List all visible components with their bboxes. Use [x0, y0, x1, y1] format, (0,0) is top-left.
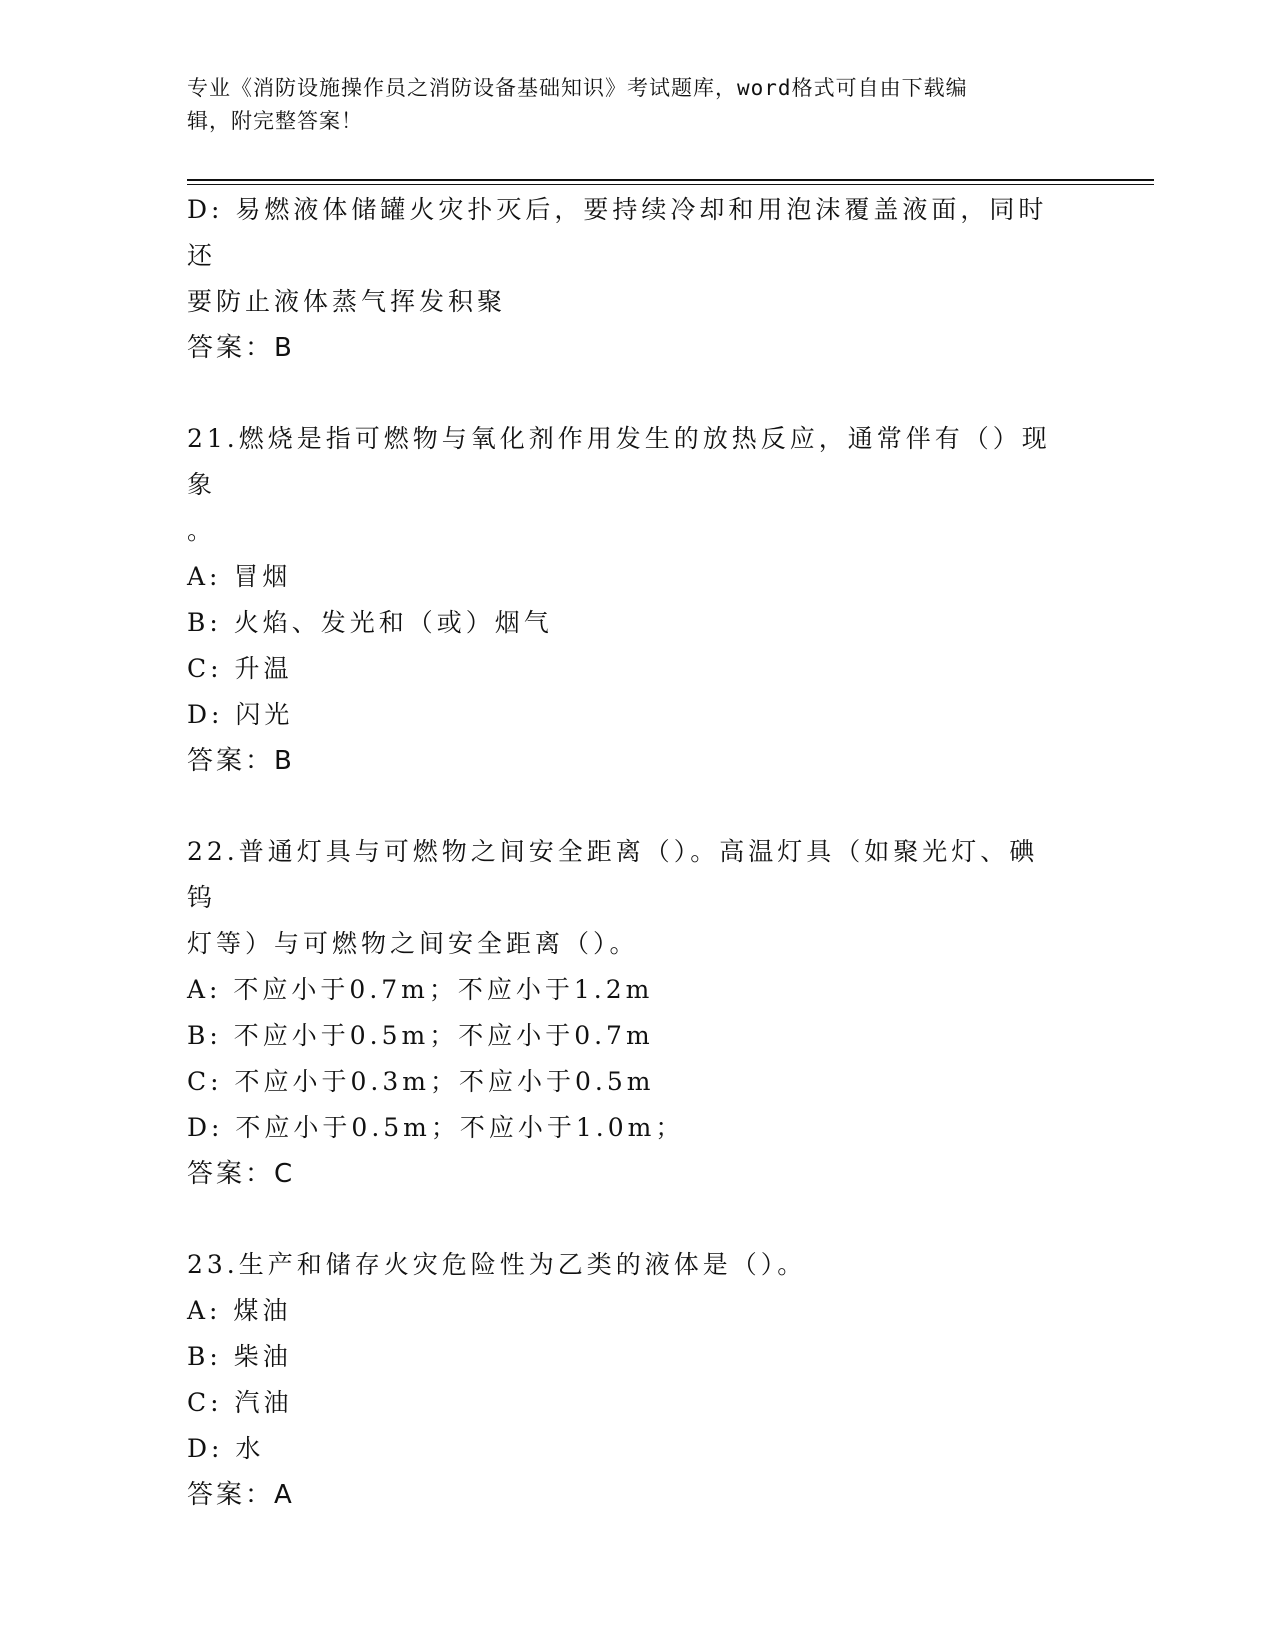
question-list: [187, 187, 1067, 1518]
option-d: D: 闪光: [187, 700, 294, 729]
header-line-2: 辑，附完整答案！: [187, 109, 363, 133]
answer-line: 答案：B: [187, 333, 295, 363]
option-c: C: 不应小于0.3m；不应小于0.5m: [187, 1067, 655, 1096]
spacer: [187, 784, 1067, 829]
option-d: D: 水: [187, 1434, 265, 1463]
spacer: [187, 1197, 1067, 1242]
spacer: [187, 371, 1067, 416]
option-c: C: 升温: [187, 654, 293, 683]
option-b: B: 火焰、发光和（或）烟气: [187, 608, 553, 637]
question-stem: 22.普通灯具与可燃物之间安全距离（）。高温灯具（如聚光灯、碘钨: [187, 837, 1039, 912]
answer-line: 答案：A: [187, 1480, 295, 1510]
option-d-continued: 要防止液体蒸气挥发积聚: [187, 287, 507, 316]
answer-line: 答案：C: [187, 1159, 296, 1189]
previous-question-tail: [187, 187, 1067, 371]
header-rule-thick: [187, 179, 1154, 181]
question-stem-continued: 灯等）与可燃物之间安全距离（）。: [187, 929, 639, 958]
option-c: C: 汽油: [187, 1388, 293, 1417]
question-stem: 23.生产和储存火灾危险性为乙类的液体是（）。: [187, 1250, 807, 1279]
question-21: [187, 416, 1067, 784]
header-rule-thin: [187, 184, 1154, 185]
question-23: [187, 1242, 1067, 1518]
document-header: [187, 72, 1067, 138]
question-stem-continued: 。: [187, 516, 217, 545]
question-stem: 21.燃烧是指可燃物与氧化剂作用发生的放热反应，通常伴有（）现象: [187, 424, 1051, 499]
option-b: B: 不应小于0.5m；不应小于0.7m: [187, 1021, 654, 1050]
question-22: [187, 829, 1067, 1197]
option-a: A: 不应小于0.7m；不应小于1.2m: [187, 975, 654, 1004]
option-a: A: 冒烟: [187, 562, 292, 591]
answer-line: 答案：B: [187, 746, 295, 776]
header-line-1: 专业《消防设施操作员之消防设备基础知识》考试题库，word格式可自由下载编: [187, 76, 968, 100]
option-d: D: 易燃液体储罐火灾扑灭后，要持续冷却和用泡沫覆盖液面，同时还: [187, 195, 1048, 270]
option-b: B: 柴油: [187, 1342, 292, 1371]
option-a: A: 煤油: [187, 1296, 292, 1325]
option-d: D: 不应小于0.5m；不应小于1.0m；: [187, 1113, 685, 1142]
